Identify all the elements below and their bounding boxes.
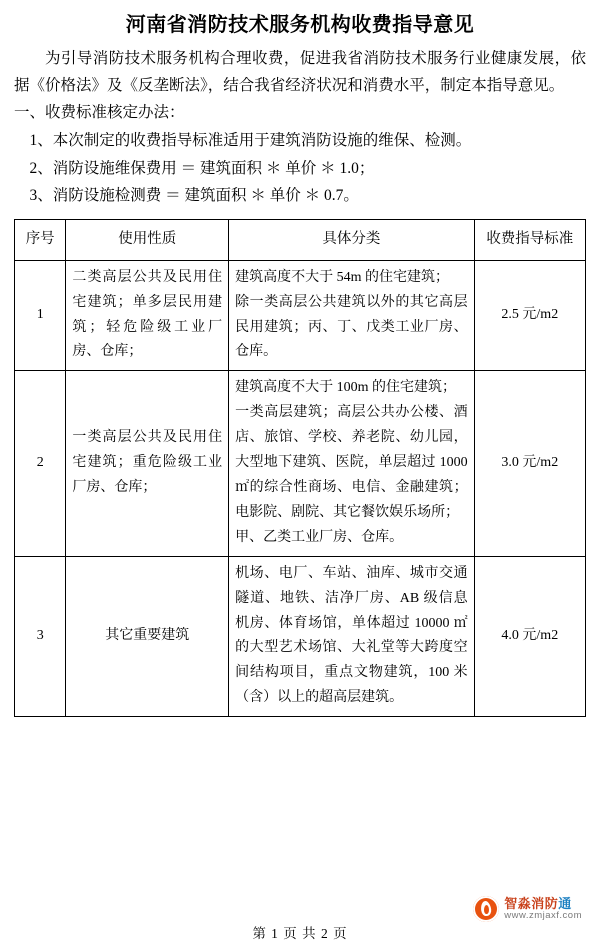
table-row bbox=[15, 371, 586, 556]
flame-logo-icon bbox=[473, 896, 499, 922]
category-line: 除一类高层公共建筑以外的其它高层民用建筑；丙、丁、戊类工业厂房、仓库。 bbox=[235, 294, 468, 360]
row-no: 1 bbox=[15, 260, 66, 371]
watermark-brand-main: 智淼消防 bbox=[504, 895, 559, 911]
fee-standard-table bbox=[14, 219, 586, 717]
watermark-brand-suffix: 通 bbox=[558, 895, 572, 911]
row-use: 其它重要建筑 bbox=[66, 556, 229, 716]
category-line: 一类高层建筑；高层公共办公楼、酒店、旅馆、学校、养老院、幼儿园，大型地下建筑、医院，单层超过 1000 ㎡的综合性商场、电信、金融建筑；电影院、剧院、其它餐饮娱乐场所； bbox=[235, 405, 468, 520]
category-line: 建筑高度不大于 100m 的住宅建筑； bbox=[235, 380, 456, 396]
column-header-use: 使用性质 bbox=[66, 219, 229, 260]
category-line: 机场、电厂、车站、油库、城市交通隧道、地铁、洁净厂房、AB 级信息机房、体育场馆，单体超过 10000 ㎡的大型艺术场馆、大礼堂等大跨度空间结构项目，重点文物建筑，100 米（含）以上的超高层建筑。 bbox=[235, 565, 468, 706]
column-header-no: 序号 bbox=[15, 219, 66, 260]
clause-2: 2、消防设施维保费用 ＝ 建筑面积 ＊ 单价 ＊ 1.0； bbox=[29, 159, 375, 177]
row-no: 3 bbox=[15, 556, 66, 716]
watermark-text bbox=[504, 897, 582, 922]
watermark bbox=[473, 896, 582, 922]
row-use: 二类高层公共及民用住宅建筑；单多层民用建筑；轻危险级工业厂房、仓库； bbox=[66, 260, 229, 371]
page-title: 河南省消防技术服务机构收费指导意见 bbox=[125, 14, 475, 36]
table-row bbox=[15, 556, 586, 716]
row-use: 一类高层公共及民用住宅建筑；重危险级工业厂房、仓库； bbox=[66, 371, 229, 556]
section-heading-1: 一、收费标准核定办法： bbox=[14, 104, 185, 122]
clause-1: 1、本次制定的收费指导标准适用于建筑消防设施的维保、检测。 bbox=[29, 131, 472, 149]
category-line: 甲、乙类工业厂房、仓库。 bbox=[235, 529, 404, 545]
intro-paragraph: 为引导消防技术服务机构合理收费，促进我省消防技术服务行业健康发展，依据《价格法》及《反垄断法》，结合我省经济状况和消费水平，制定本指导意见。 bbox=[14, 50, 586, 94]
category-line: 建筑高度不大于 54m 的住宅建筑； bbox=[235, 269, 449, 285]
row-price: 2.5 元/m2 bbox=[474, 260, 585, 371]
watermark-url: www.zmjaxf.com bbox=[504, 909, 582, 921]
column-header-category: 具体分类 bbox=[229, 219, 475, 260]
row-category bbox=[229, 260, 475, 371]
row-price: 4.0 元/m2 bbox=[474, 556, 585, 716]
table-row bbox=[15, 260, 586, 371]
row-price: 3.0 元/m2 bbox=[474, 371, 585, 556]
column-header-price: 收费指导标准 bbox=[474, 219, 585, 260]
watermark-brand bbox=[504, 897, 582, 911]
page-footer: 第 1 页 共 2 页 bbox=[252, 926, 348, 941]
table-header-row bbox=[15, 219, 586, 260]
row-category bbox=[229, 556, 475, 716]
row-category bbox=[229, 371, 475, 556]
row-no: 2 bbox=[15, 371, 66, 556]
clause-3: 3、消防设施检测费 ＝ 建筑面积 ＊ 单价 ＊ 0.7。 bbox=[29, 187, 359, 205]
